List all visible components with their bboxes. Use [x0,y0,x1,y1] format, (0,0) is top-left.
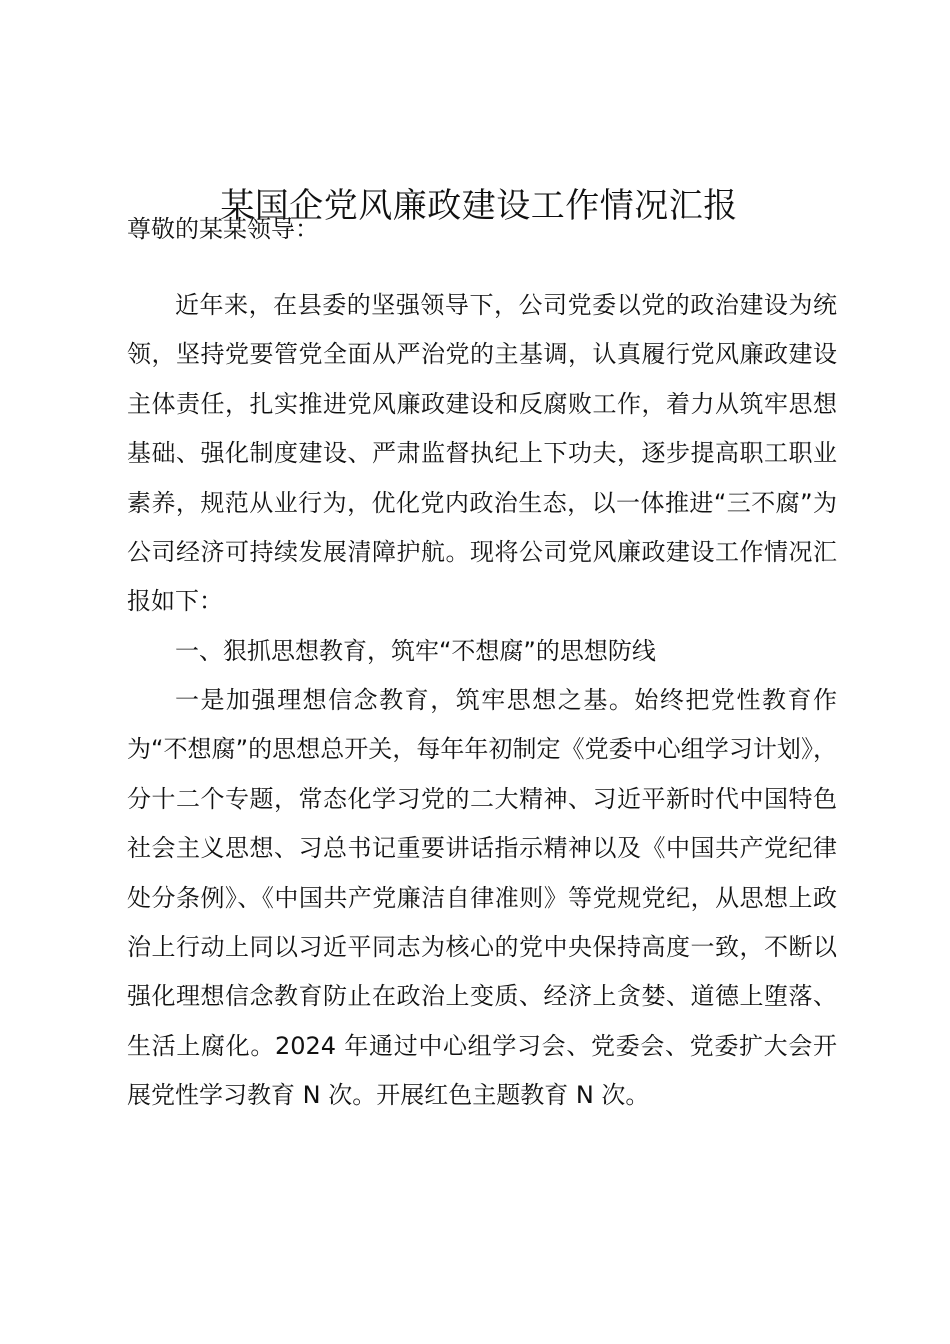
document-title: 某国企党风廉政建设工作情况汇报 [220,186,738,226]
section-heading: 一、狠抓思想教育，筑牢“不想腐”的思想防线 [175,637,656,665]
section-paragraph: 一是加强理想信念教育，筑牢思想之基。始终把党性教育作为“不想腐”的思想总开关，每年年初制定《党委中心组学习计划》，分十二个专题，常态化学习党的二大精神、习近平新时代中国特色社会主义思想、习总书记重要讲话指示精神以及《中国共产党纪律处分条例》、《中国共产党廉洁自律准则》等党规党纪，从思想上政治上行动上同以习近平同志为核心的党中央保持高度一致，不断以强化理想信念教育防止在政治上变质、经济上贪婪、道德上堕落、生活上腐化。2024 年通过中心组学习会、党委会、党委扩大会开展党性学习教育 N 次。开展红色主题教育 N 次。 [127,686,837,1110]
intro-paragraph: 近年来，在县委的坚强领导下，公司党委以党的政治建设为统领，坚持党要管党全面从严治党的主基调，认真履行党风廉政建设主体责任，扎实推进党风廉政建设和反腐败工作，着力从筑牢思想基础、强化制度建设、严肃监督执纪上下功夫，逐步提高职工职业素养，规范从业行为，优化党内政治生态，以一体推进“三不腐”为公司经济可持续发展清障护航。现将公司党风廉政建设工作情况汇报如下： [127,291,837,616]
salutation: 尊敬的某某领导： [127,215,319,243]
